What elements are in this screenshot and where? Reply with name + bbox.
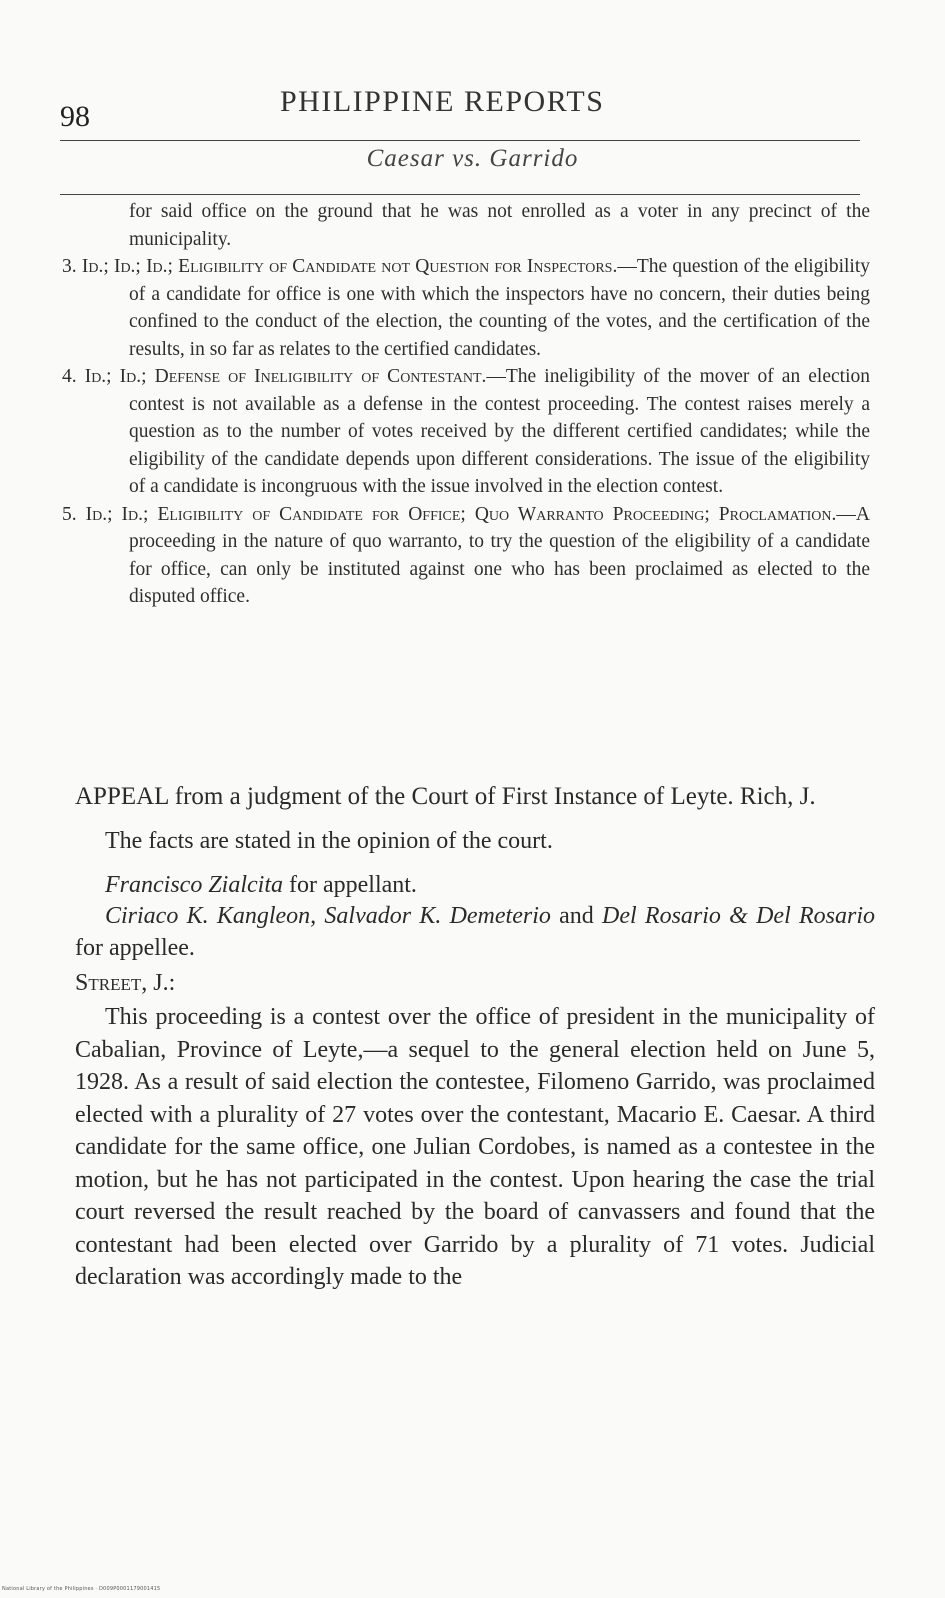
syllabus-item-5-number: 5.	[62, 503, 77, 525]
syllabus-item-5-body: —A proceeding in the nature of quo warranto, to try the question of the eligibility of a candidate for office, can only be instituted against one who has been proclaimed as elected to the disputed office.	[129, 503, 870, 607]
counsel-appellee-and: and	[550, 903, 603, 929]
appeal-line	[75, 780, 875, 814]
counsel-appellee-firm: Del Rosario & Del Rosario	[602, 903, 876, 929]
syllabus-item-5	[62, 501, 870, 611]
syllabus-item-5-heading: Id.; Id.; Eligibility of Candidate for Office; Quo Warranto Proceeding; Proclamation.	[85, 503, 837, 525]
case-title: Caesar vs. Garrido	[366, 145, 579, 172]
syllabus-item-3-heading: Id.; Id.; Id.; Eligibility of Candidate not Question for Inspectors.	[81, 256, 618, 277]
syllabus-item-4-number: 4.	[62, 366, 77, 387]
header-rule-top	[60, 140, 860, 141]
syllabus-item-4	[62, 363, 870, 501]
syllabus-item-4-body: —The ineligibility of the mover of an election contest is not available as a defense in the contest proceeding. The contest raises merely a question as to the number of votes received by the different certified candidates; while the eligibility of the candidate depends upon different considerations. The issue of the eligibility of a candidate is incongruous with the issue involved in the election contest.	[129, 366, 870, 497]
header-rule-bottom	[60, 194, 860, 195]
syllabus-item-2-tail: for said office on the ground that he was not enrolled as a voter in any precinct of the municipality.	[129, 201, 870, 250]
syllabus-item-4-heading: Id.; Id.; Defense of Ineligibility of Contestant.	[84, 366, 487, 387]
opinion-paragraph: This proceeding is a contest over the office of president in the municipality of Cabalian, Province of Leyte,—a sequel to the general election held on June 5, 1928. As a result of said election the contestee, Filomeno Garrido, was proclaimed elected with a plurality of 27 votes over the contestant, Macario E. Caesar. A third candidate for the same office, one Julian Cordobes, is named as a contestee in the motion, but he has not participated in the contest. Upon hearing the case the trial court reversed the result reached by the board of canvassers and found that the contestant had been elected over Garrido by a plurality of 71 votes. Judicial declaration was accordingly made to the	[75, 1004, 875, 1290]
facts-statement: The facts are stated in the opinion of the court.	[105, 828, 553, 854]
syllabus-item-3	[62, 253, 870, 363]
counsel-appellee	[75, 901, 875, 964]
syllabus	[62, 198, 870, 611]
counsel-appellant-role: for appellant.	[282, 871, 417, 898]
running-head: PHILIPPINE REPORTS	[280, 85, 605, 118]
counsel-appellant	[75, 870, 875, 902]
appeal-lead: APPEAL	[75, 783, 169, 810]
syllabus-item-3-number: 3.	[62, 256, 77, 277]
appeal-text: from a judgment of the Court of First Instance of Leyte. Rich, J.	[168, 783, 816, 810]
page-number: 98	[60, 100, 90, 133]
syllabus-item-3-body: —The question of the eligibility of a candidate for office is one with which the inspectors have no concern, their duties being confined to the conduct of the election, the counting of the votes, and the certification of the results, in so far as relates to the certified candidates.	[129, 256, 870, 360]
counsel-appellee-role: for appellee.	[75, 934, 195, 961]
case-body	[75, 780, 875, 1294]
footer-watermark: National Library of the Philippines · D009P0001179001415	[2, 1586, 161, 1592]
justice-name: Street, J.:	[75, 970, 176, 996]
counsel-appellee-names: Ciriaco K. Kangleon, Salvador K. Demeterio	[105, 903, 551, 929]
counsel-appellant-name: Francisco Zialcita	[105, 871, 283, 898]
